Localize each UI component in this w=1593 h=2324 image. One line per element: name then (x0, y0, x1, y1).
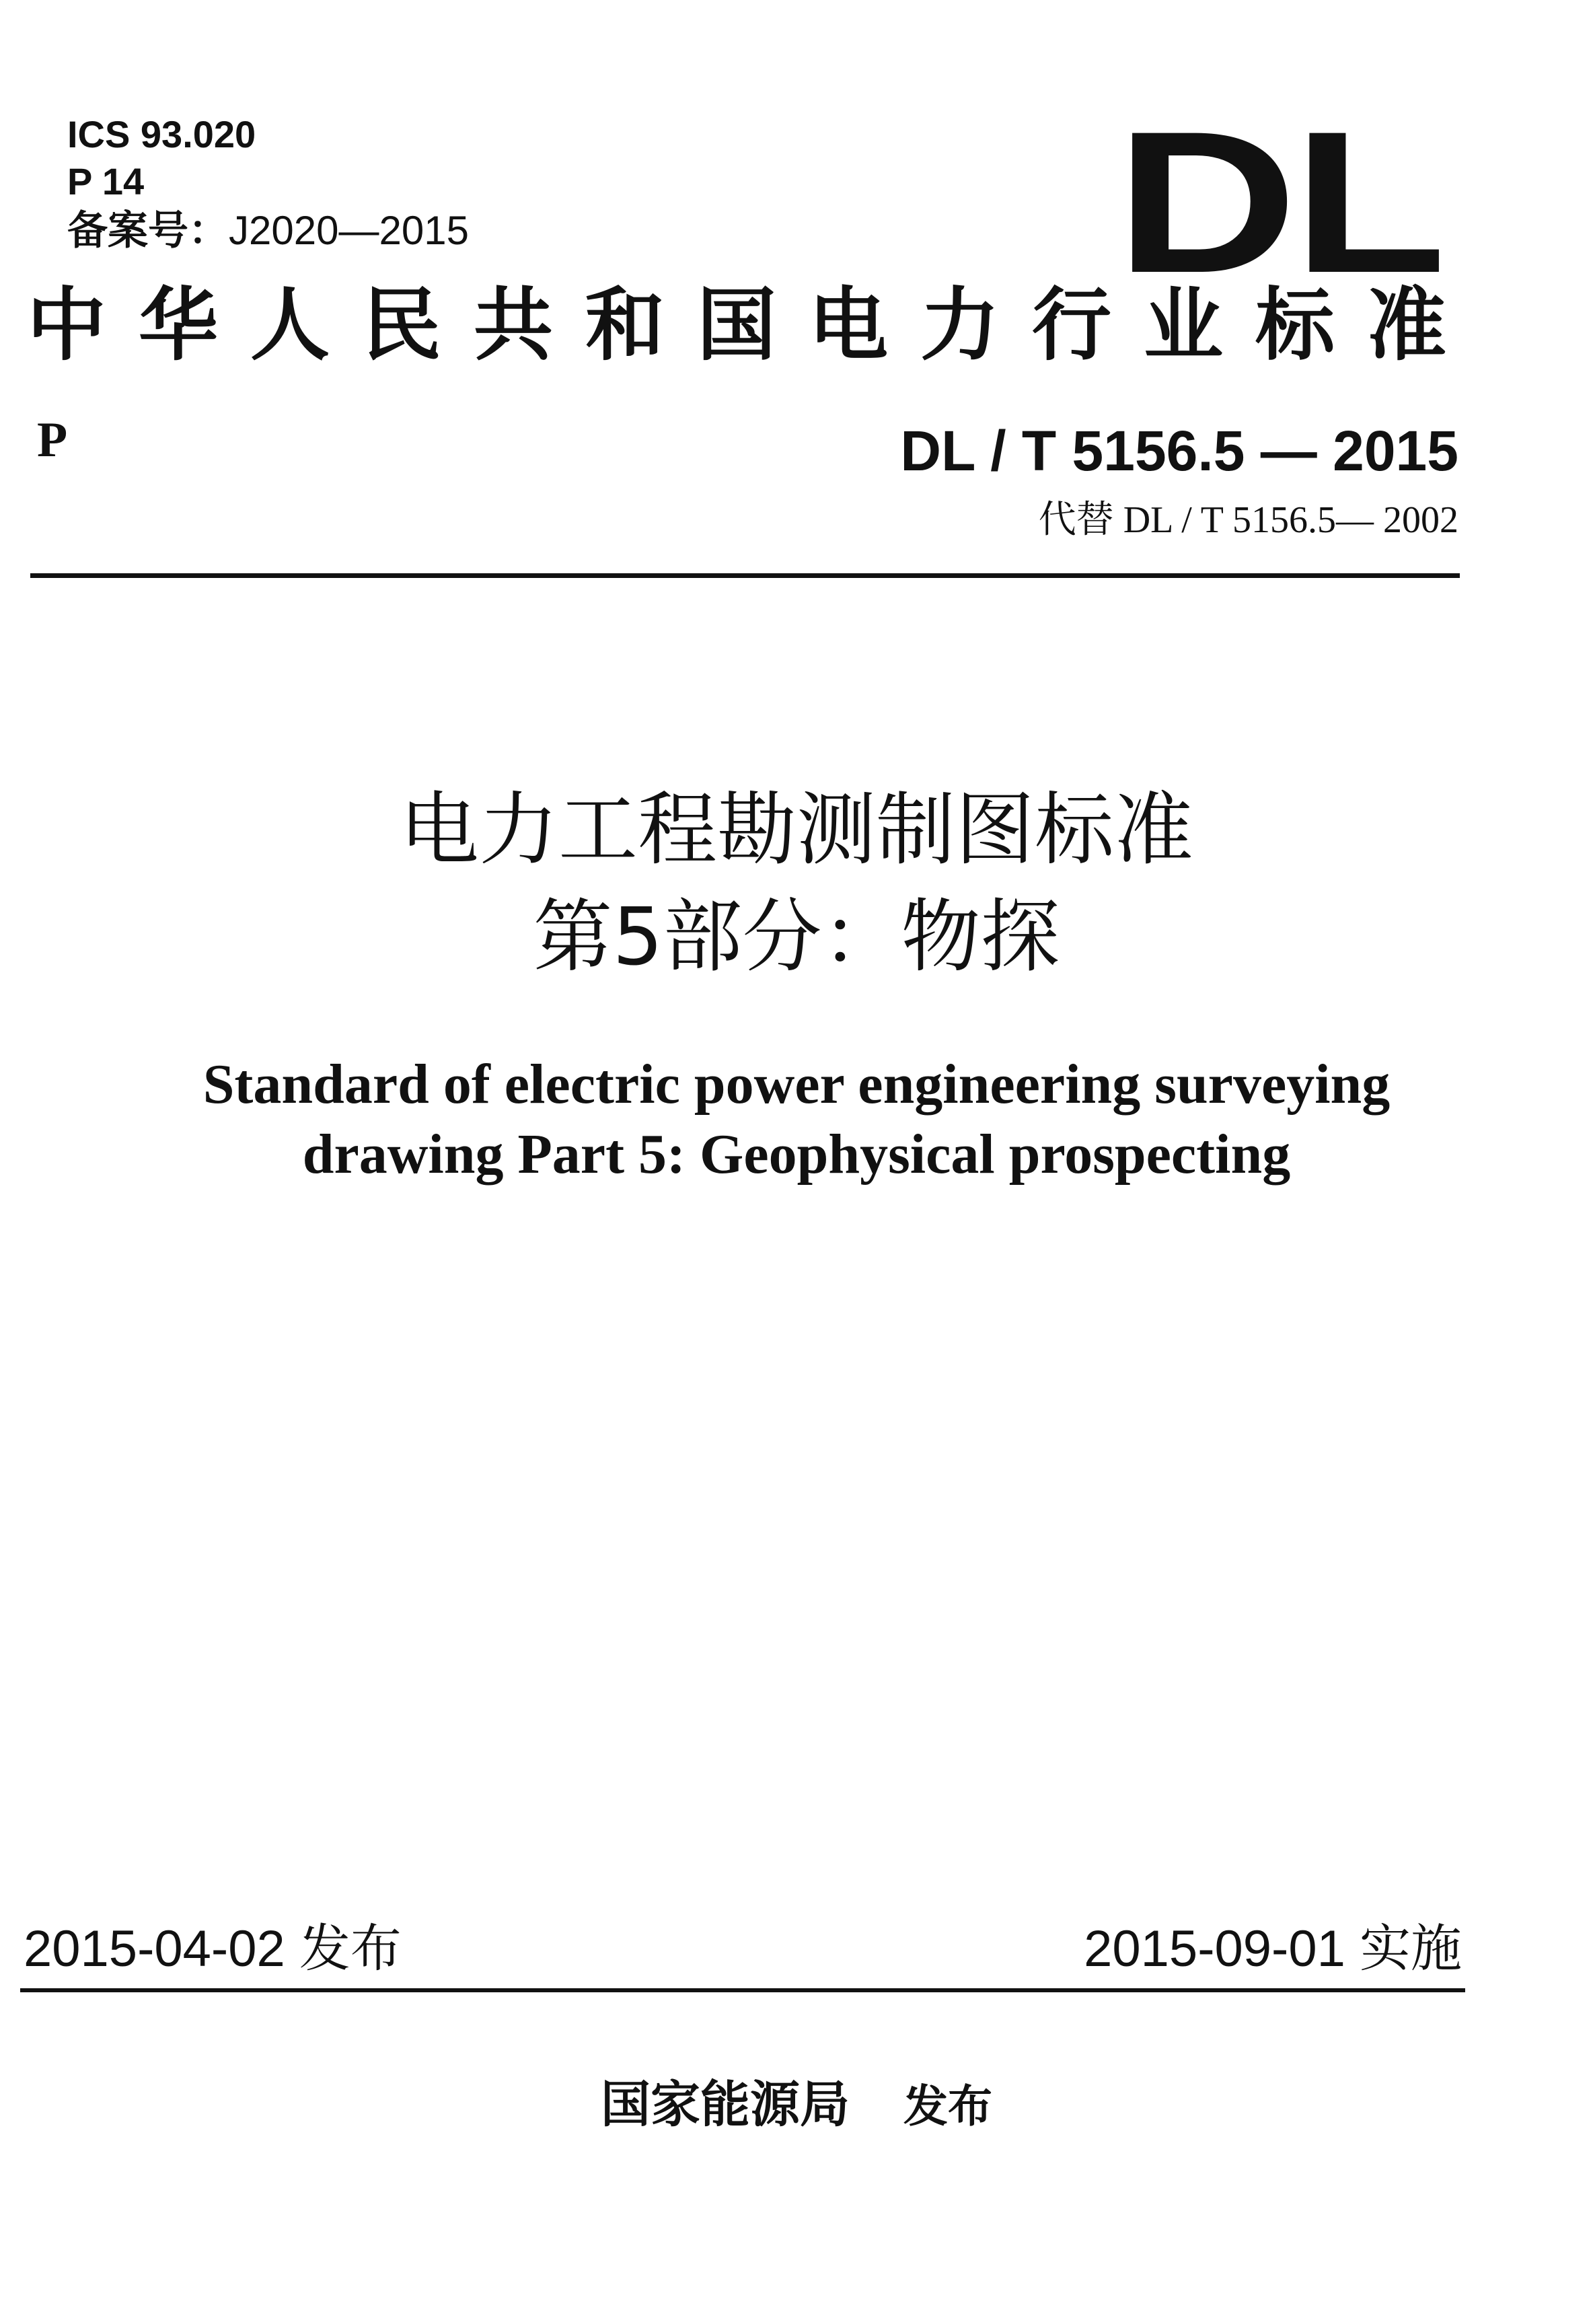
national-standard-title: 中华人民共和国电力行业标准 (27, 278, 1460, 371)
classification-code: P 14 (67, 160, 145, 203)
top-divider (30, 573, 1460, 578)
publisher-name: 国家能源局 (601, 2076, 850, 2134)
title-chinese-line2: 第5部分：物探 (533, 890, 1060, 983)
category-letter: P (37, 412, 68, 468)
ics-code: ICS 93.020 (67, 113, 256, 155)
title-chinese-line1: 电力工程勘测制图标准 (399, 783, 1193, 876)
title-english-line1: Standard of electric power engineering surveying (202, 1053, 1391, 1116)
publisher (0, 2071, 1593, 2140)
standard-number: DL / T 5156.5 — 2015 (900, 419, 1458, 482)
implementation-date: 2015-09-01 实施 (1084, 1920, 1462, 1977)
record-number (67, 207, 469, 254)
issue-date: 2015-04-02 发布 (24, 1920, 402, 1977)
title-english-line2: drawing Part 5: Geophysical prospecting (302, 1123, 1291, 1186)
dl-logo: DL (1115, 89, 1442, 315)
bottom-divider (20, 1988, 1465, 1992)
publisher-action: 发布 (903, 2080, 992, 2132)
replaces-standard: 代替 DL / T 5156.5— 2002 (1038, 499, 1458, 541)
record-label: 备案号： (67, 208, 229, 253)
record-value: J2020—2015 (229, 208, 469, 253)
